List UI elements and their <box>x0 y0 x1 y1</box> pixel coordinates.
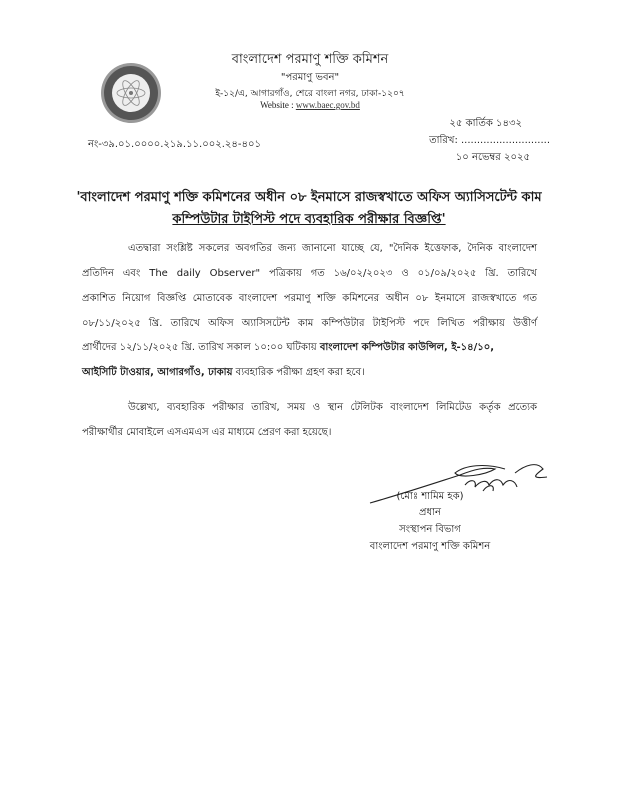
signatory-name: (মোঃ শামিম হক) <box>396 491 464 502</box>
body-line: পরীক্ষার্থীর মোবাইলে এসএমএস এর মাধ্যমে প্রেরণ করা হয়েছে। <box>82 427 332 438</box>
building-name: "পরমাণু ভবন" <box>280 72 340 83</box>
signatory-designation: প্রধান <box>419 507 441 518</box>
website-line <box>60 100 560 110</box>
signatory-department: সংস্থাপন বিভাগ <box>399 524 461 535</box>
website-label: Website : <box>260 100 296 110</box>
venue-bold: আইসিটি টাওয়ার, আগারগাঁও, ঢাকায় <box>82 367 233 378</box>
body-line: প্রতিদিন এবং The daily Observer" পত্রিকায় গত ১৬/০২/২০২৩ ও ০১/০৯/২০২৫ খ্রি. তারিখে <box>82 268 537 279</box>
body-line <box>82 365 537 382</box>
notice-title-line1: 'বাংলাদেশ পরমাণু শক্তি কমিশনের অধীন ০৮ ইনমাসে রাজস্বখাতে অফিস অ্যাসিসটেন্ট কাম <box>76 190 542 205</box>
signatory-organization: বাংলাদেশ পরমাণু শক্তি কমিশন <box>369 541 491 552</box>
body-line <box>82 340 537 357</box>
website-link[interactable]: www.baec.gov.bd <box>295 100 360 110</box>
body-line: এতদ্বারা সংশ্লিষ্ট সকলের অবগতির জন্য জানানো যাচ্ছে যে, "দৈনিক ইত্তেফাক, দৈনিক বাংলাদেশ <box>128 243 537 254</box>
body-line: প্রকাশিত নিয়োগ বিজ্ঞপ্তি মোতাবেক বাংলাদেশ পরমাণু শক্তি কমিশনের অধীন ০৮ ইনমাসে রাজস্বখাতে গত <box>82 293 537 304</box>
reference-number: নং-৩৯.০১.০০০০.২১৯.১১.০০২.২৪-৪০১ <box>88 139 261 150</box>
address: ই-১২/এ, আগারগাঁও, শেরে বাংলা নগর, ঢাকা-১২০৭ <box>215 89 405 99</box>
date-english: ১০ নভেম্বর ২০২৫ <box>455 152 530 163</box>
org-name: বাংলাদেশ পরমাণু শক্তি কমিশন <box>231 52 389 67</box>
venue-bold: বাংলাদেশ কম্পিউটার কাউন্সিল, ই-১৪/১০, <box>319 342 495 353</box>
body-text: প্রার্থীদের ১২/১১/২০২৫ খ্রি. তারিখ সকাল ১০:০০ ঘটিকায় <box>82 342 320 353</box>
date-label: তারিখ: ............................ <box>429 135 550 146</box>
date-bangla: ২৫ কার্তিক ১৪৩২ <box>449 118 522 129</box>
body-text: ব্যবহারিক পরীক্ষা গ্রহণ করা হবে। <box>232 367 365 378</box>
notice-title-line2 <box>0 210 618 231</box>
body-line: উল্লেখ্য, ব্যবহারিক পরীক্ষার তারিখ, সময় ও স্থান টেলিটক বাংলাদেশ লিমিটেড কর্তৃক প্রত্যেক <box>128 402 537 413</box>
body-line: ০৮/১১/২০২৫ খ্রি. তারিখে অফিস অ্যাসিসটেন্ট কাম কম্পিউটার টাইপিস্ট পদে লিখিত পরীক্ষায় উত্তীর্ণ <box>82 318 537 329</box>
notice-title-line2-text: কম্পিউটার টাইপিস্ট পদে ব্যবহারিক পরীক্ষার বিজ্ঞপ্তি' <box>172 212 446 227</box>
